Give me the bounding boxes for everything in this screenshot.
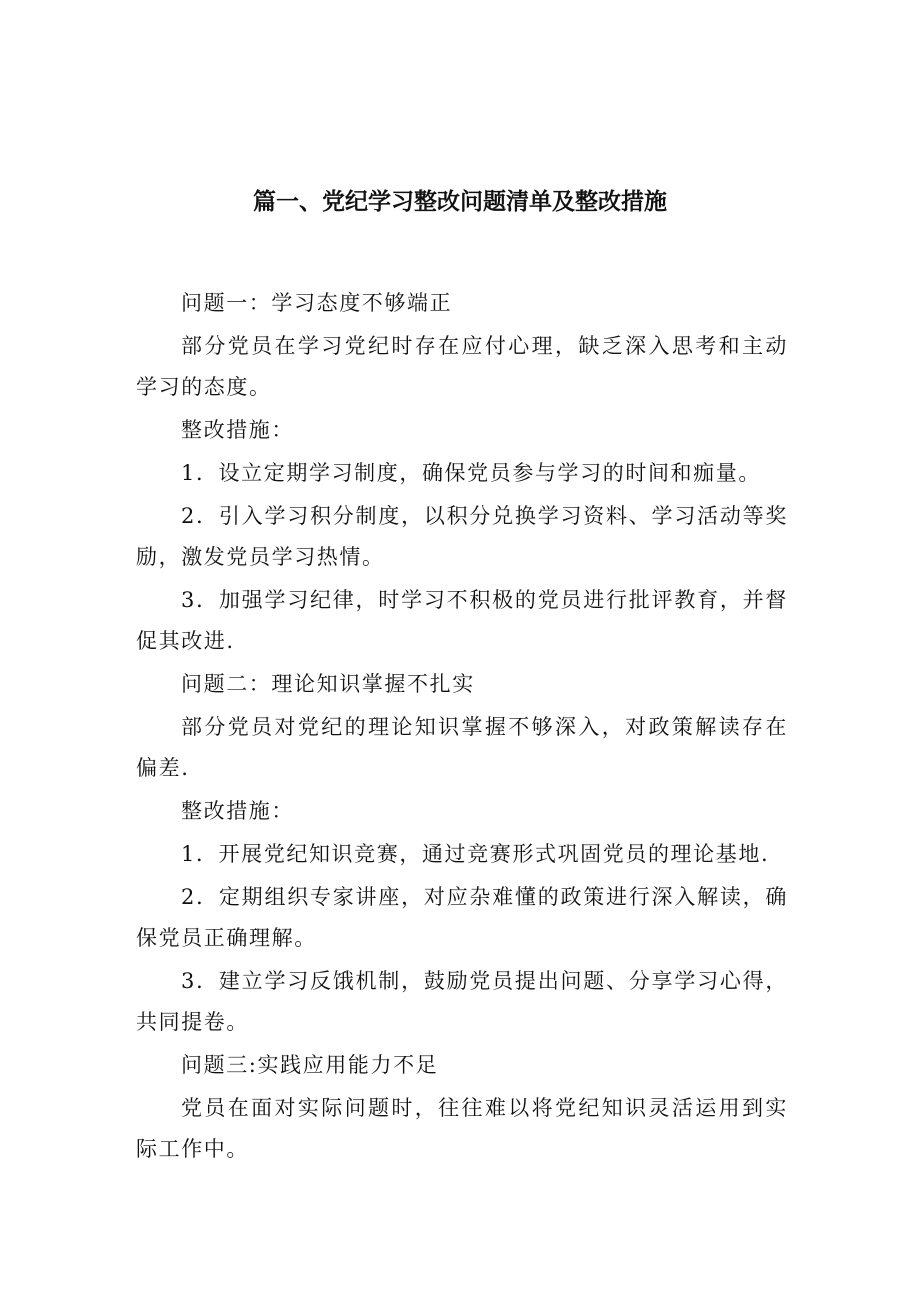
paragraph-issue-3-heading: 问题三:实践应用能力不足 [181, 1053, 439, 1077]
paragraph-measure-2-2: 2．定期组织专家讲座，对应杂难懂的政策进行深入解读，确保党员正确理解。 [136, 885, 788, 950]
paragraph-measure-1-1: 1．设立定期学习制度，确保党员参与学习的时间和痂量。 [181, 461, 761, 485]
paragraph-issue-1-heading: 问题一：学习态度不够端正 [181, 291, 453, 315]
paragraph-measure-2-3: 3．建立学习反饿机制，鼓励党员提出问题、分享学习心得，共同提卷。 [136, 969, 788, 1034]
document-title: 篇一、党纪学习整改问题清单及整改措施 [253, 189, 667, 215]
document-body [136, 283, 788, 1172]
paragraph-measures-2-heading: 整改措施： [181, 799, 294, 823]
paragraph-measures-1-heading: 整改措施： [181, 418, 294, 442]
paragraph-issue-2-heading: 问题二：理论知识掌握不扎实 [181, 672, 475, 696]
paragraph-measure-1-3: 3．加强学习纪律，时学习不积极的党员进行批评教育，并督促其改进. [136, 588, 788, 653]
paragraph-measure-1-2: 2．引入学习积分制度，以积分兑换学习资料、学习活动等奖励，激发党员学习热情。 [136, 504, 788, 569]
paragraph-measure-2-1: 1．开展党纪知识竞赛，通过竞赛形式巩固党员的理论基地. [181, 842, 770, 866]
paragraph-issue-1-description: 部分党员在学习党纪时存在应付心理，缺乏深入思考和主动学习的态度。 [136, 334, 788, 399]
paragraph-issue-3-description: 党员在面对实际问题时，往往难以将党纪知识灵活运用到实际工作中。 [136, 1096, 788, 1161]
paragraph-issue-2-description: 部分党员对党纪的理论知识掌握不够深入，对政策解读存在偏差. [136, 715, 788, 780]
